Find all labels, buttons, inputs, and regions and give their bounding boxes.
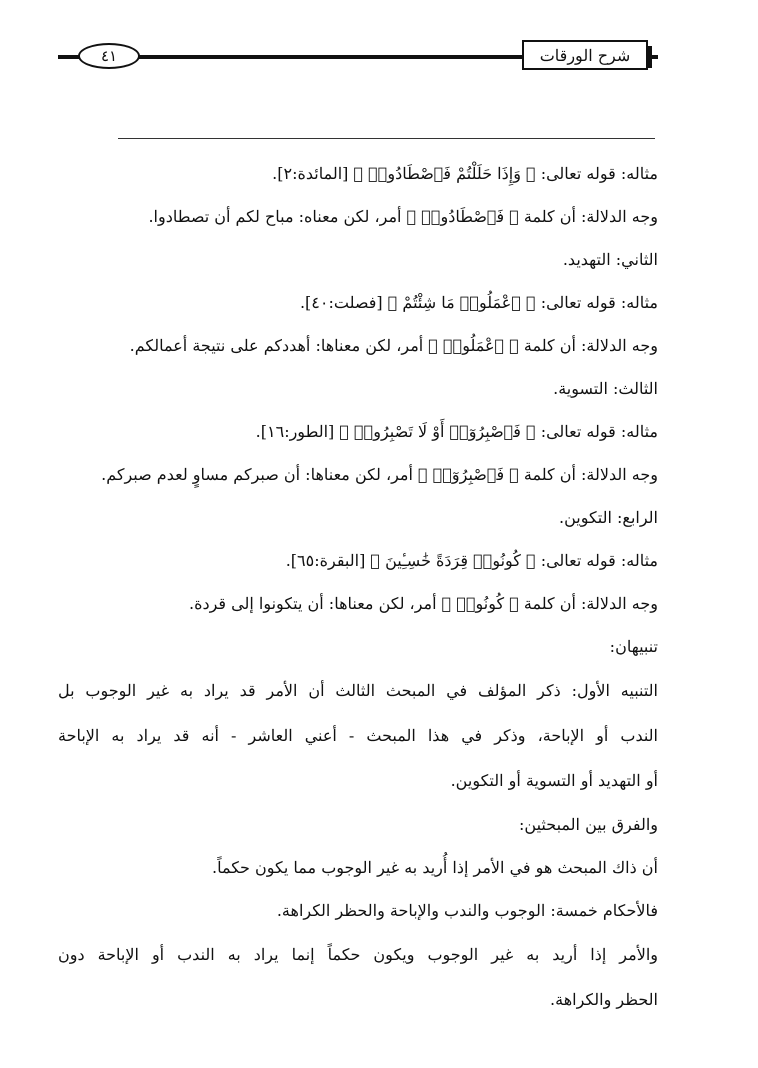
text-line: تنبيهان: <box>609 637 658 656</box>
text-line: وجه الدلالة: أن كلمة ﴿ فَٱصْبِرُوٓا۟ ﴾ أمر، لكن معناها: أن صبركم مساوٍ لعدم صبركم. <box>101 465 658 484</box>
text-line: الرابع: التكوين. <box>558 508 658 527</box>
text-line: مثاله: قوله تعالى: ﴿ فَٱصْبِرُوٓا۟ أَوْ لَا تَصْبِرُوا۟ ﴾ [الطور:١٦]. <box>255 422 658 441</box>
text-line: مثاله: قوله تعالى: ﴿ وَإِذَا حَلَلْتُمْ فَٱصْطَادُوا۟ ﴾ [المائدة:٢]. <box>272 164 658 183</box>
text-line: التنبيه الأول: ذكر المؤلف في المبحث الثالث أن الأمر قد يراد به غير الوجوب بل <box>58 681 658 700</box>
text-line: أن ذاك المبحث هو في الأمر إذا أُريد به غير الوجوب مما يكون حكماً. <box>212 858 658 877</box>
text-line: وجه الدلالة: أن كلمة ﴿ فَٱصْطَادُوا۟ ﴾ أمر، لكن معناه: مباح لكم أن تصطادوا. <box>148 207 658 226</box>
text-line: وجه الدلالة: أن كلمة ﴿ ٱعْمَلُوا۟ ﴾ أمر، لكن معناها: أهددكم على نتيجة أعمالكم. <box>129 336 658 355</box>
page-header <box>0 0 758 100</box>
text-line: مثاله: قوله تعالى: ﴿ ٱعْمَلُوا۟ مَا شِئْتُمْ ﴾ [فصلت:٤٠]. <box>299 293 658 312</box>
text-line: الحظر والكراهة. <box>550 990 658 1009</box>
separator-rule <box>118 138 655 139</box>
page-body <box>58 152 658 1022</box>
text-line: أو التهديد أو التسوية أو التكوين. <box>450 771 658 790</box>
text-line: والفرق بين المبحثين: <box>519 815 658 834</box>
text-line: فالأحكام خمسة: الوجوب والندب والإباحة والحظر الكراهة. <box>276 901 658 920</box>
text-line: وجه الدلالة: أن كلمة ﴿ كُونُوا۟ ﴾ أمر، لكن معناها: أن يتكونوا إلى قردة. <box>188 594 658 613</box>
running-title: شرح الورقات <box>522 40 648 70</box>
text-line: الثالث: التسوية. <box>553 379 658 398</box>
text-line: الثاني: التهديد. <box>562 250 658 269</box>
text-line: والأمر إذا أريد به غير الوجوب ويكون حكماً إنما يراد به الندب أو الإباحة دون <box>58 945 658 964</box>
text-line: مثاله: قوله تعالى: ﴿ كُونُوا۟ قِرَدَةً خَٰسِـِٔينَ ﴾ [البقرة:٦٥]. <box>285 551 658 570</box>
page-number: ٤١ <box>78 43 140 69</box>
text-line: الندب أو الإباحة، وذكر في هذا المبحث - أعني العاشر - أنه قد يراد به الإباحة <box>58 726 658 745</box>
